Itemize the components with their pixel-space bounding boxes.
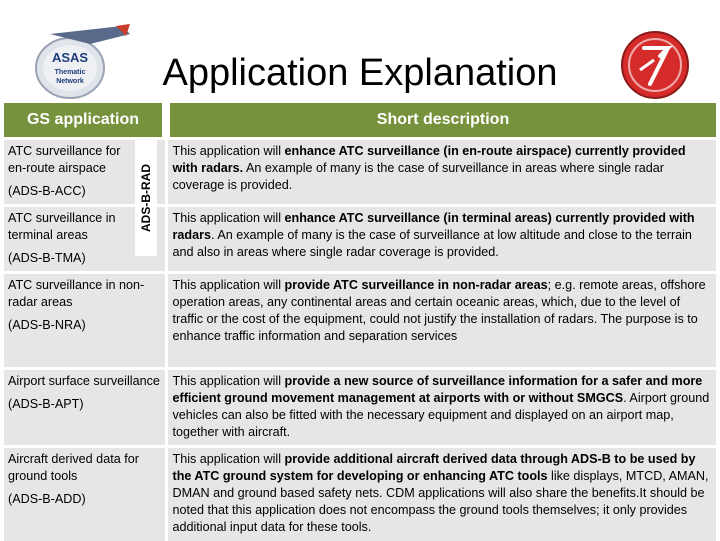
- desc-emphasis: provide additional aircraft derived data through ADS-B to be used by the ATC ground system for developing or enhancing ATC tools: [172, 452, 696, 483]
- ads-b-rad-group-label: [135, 140, 157, 256]
- column-header-desc: Short description: [166, 103, 716, 139]
- app-cell: [4, 273, 166, 369]
- applications-table: [4, 103, 716, 541]
- desc-text: ; e.g. remote areas, offshore operation areas, any continental areas and certain oceanic areas, which, due to the level of traffic or the cost of the equipment, could not justify the installation of radars. The purpose is to enhance traffic information and separation services: [172, 278, 706, 343]
- logo-text-thematic: Thematic: [54, 69, 86, 76]
- app-code: (ADS-B-NRA): [8, 318, 86, 332]
- table-row: [4, 139, 716, 206]
- desc-text: This application will: [172, 278, 285, 292]
- desc-emphasis: provide ATC surveillance in non-radar areas: [284, 278, 548, 292]
- desc-text: This application will: [172, 374, 285, 388]
- app-cell: [4, 369, 166, 447]
- desc-emphasis: enhance ATC surveillance (in terminal areas) currently provided with radars: [172, 211, 695, 242]
- app-cell: [4, 447, 166, 541]
- app-name: Airport surface surveillance: [8, 374, 160, 388]
- desc-text: like displays, MTCD, AMAN, DMAN and ground based safety nets. CDM applications will also share the benefits.It should be noted that this application does not encompass the ground tools themselves; it only provides additional input data for these tools.: [172, 469, 709, 534]
- group-label-text: ADS-B-RAD: [139, 164, 153, 232]
- logo-text-network: Network: [56, 78, 84, 85]
- desc-emphasis: enhance ATC surveillance (in en-route airspace) currently provided with radars.: [172, 144, 686, 175]
- desc-text: This application will: [172, 452, 285, 466]
- table-row: [4, 447, 716, 541]
- desc-text: An example of many is the case of surveillance in areas where single radar coverage is provided.: [172, 161, 664, 192]
- desc-text: This application will: [172, 211, 285, 225]
- table-header-row: [4, 103, 716, 139]
- app-name: ATC surveillance in non-radar areas: [8, 278, 145, 309]
- desc-text: This application will: [172, 144, 285, 158]
- desc-cell: [166, 369, 716, 447]
- page-title: Application Explanation: [162, 52, 558, 94]
- desc-cell: [166, 273, 716, 369]
- desc-cell: [166, 206, 716, 273]
- app-code: (ADS-B-TMA): [8, 251, 86, 265]
- desc-text: . Airport ground vehicles can also be fitted with the necessary equipment and displayed on an airport map, together with aircraft.: [172, 391, 710, 439]
- app-code: (ADS-B-ADD): [8, 492, 86, 506]
- app-code: (ADS-B-APT): [8, 397, 84, 411]
- app-name: ATC surveillance in terminal areas: [8, 211, 116, 242]
- desc-cell: [166, 139, 716, 206]
- logo-text-asas: ASAS: [51, 50, 89, 65]
- table-row: [4, 206, 716, 273]
- table-row: [4, 273, 716, 369]
- desc-cell: [166, 447, 716, 541]
- column-header-app: GS application: [4, 103, 166, 139]
- app-name: Aircraft derived data for ground tools: [8, 452, 139, 483]
- table-row: [4, 369, 716, 447]
- app-code: (ADS-B-ACC): [8, 184, 86, 198]
- app-name: ATC surveillance for en-route airspace: [8, 144, 121, 175]
- desc-emphasis: provide a new source of surveillance information for a safer and more efficient ground movement management at airports with or without SMGCS: [172, 374, 703, 405]
- desc-text: . An example of many is the case of surveillance at low altitude and close to the terrain and also in areas where single radar coverage is provided.: [172, 228, 692, 259]
